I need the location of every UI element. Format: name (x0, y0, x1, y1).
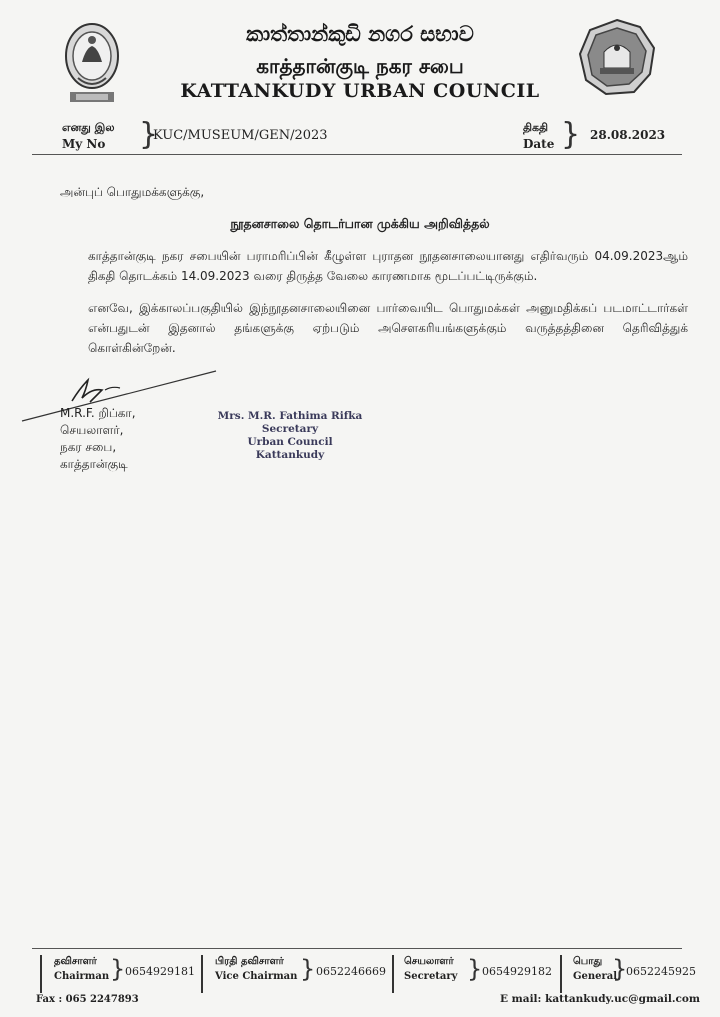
stamp-town: Kattankudy (255, 449, 325, 461)
secretary-phone: 0654929182 (482, 965, 552, 978)
vice-chairman-phone: 0652246669 (316, 965, 386, 978)
signatory-name: M.R.F. றிப்கா, (60, 406, 136, 420)
stamp-name: Mrs. M.R. Fathima Rifka (217, 410, 363, 422)
general-label: General (573, 971, 618, 982)
brace: } (612, 955, 628, 983)
vice-chairman-tamil-label: பிரதி தவிசாளர் (215, 956, 284, 967)
letter-date: 28.08.2023 (590, 128, 666, 142)
footer-bar-2 (201, 955, 203, 993)
email-address: E mail: kattankudy.uc@gmail.com (500, 993, 701, 1005)
date-label: Date (523, 137, 555, 151)
fax-number: Fax : 065 2247893 (36, 994, 139, 1005)
paragraph-1: காத்தான்குடி நகர சபையின் பராமரிப்பின் கீழுள்ள புராதன நூதனசாலையானது எதிர்வரும் 04.09.2023ஆம் திகதி தொடக்கம் 14.09.2023 வரை திருத்த வேலை காரணமாக மூடப்பட்டிருக்கும். (88, 249, 688, 283)
signatory-town: காத்தான்குடி (60, 457, 128, 471)
national-emblem-logo (62, 18, 122, 106)
footer-bar-3 (392, 955, 394, 993)
brace-left: } (139, 117, 159, 152)
header-divider (32, 154, 682, 155)
official-stamp (200, 410, 380, 462)
stamp-office: Urban Council (247, 436, 333, 448)
footer-divider (32, 948, 682, 949)
chairman-phone: 0654929181 (125, 965, 195, 978)
general-phone: 0652245925 (626, 965, 696, 978)
tamil-council-name: காத்தான்குடி நகர சபை (256, 54, 464, 78)
signatory-block (60, 405, 136, 473)
secretary-label: Secretary (404, 971, 458, 982)
salutation: அன்புப் பொதுமக்களுக்கு, (60, 185, 205, 199)
footer-bar-1 (40, 955, 42, 993)
english-council-name: KATTANKUDY URBAN COUNCIL (180, 80, 540, 102)
my-no-tamil-label: எனது இல (62, 121, 115, 134)
chairman-label: Chairman (54, 971, 110, 982)
vice-chairman-label: Vice Chairman (215, 971, 298, 982)
brace: } (110, 955, 126, 983)
general-tamil-label: பொது (573, 956, 603, 967)
stamp-position: Secretary (261, 423, 319, 435)
sinhala-council-name: කාත්තාන්කුඩි නගර සභාව (246, 22, 474, 46)
chairman-tamil-label: தவிசாளர் (54, 956, 97, 967)
brace: } (300, 955, 316, 983)
brace: } (467, 955, 483, 983)
signatory-office: நகர சபை, (60, 440, 117, 454)
paragraph-2: எனவே, இக்காலப்பகுதியில் இந்நூதனசாலையினை பார்வையிட பொதுமக்கள் அனுமதிக்கப் படமாட்டார்கள் என்பதுடன் இதனால் தங்களுக்கு ஏற்படும் அசௌகரியங்களுக்கும் வருத்தத்தினை தெரிவித்துக் கொள்கின்றேன். (88, 301, 688, 355)
notice-title: நூதனசாலை தொடர்பான முக்கிய அறிவித்தல் (230, 216, 490, 231)
reference-number: KUC/MUSEUM/GEN/2023 (153, 128, 328, 143)
date-tamil-label: திகதி (523, 121, 549, 134)
brace-right: } (561, 117, 581, 152)
footer-bar-4 (560, 955, 562, 993)
my-no-label: My No (62, 137, 106, 151)
secretary-tamil-label: செயலாளர் (404, 956, 454, 967)
council-logo (578, 18, 656, 96)
signatory-title: செயலாளர், (60, 423, 124, 437)
